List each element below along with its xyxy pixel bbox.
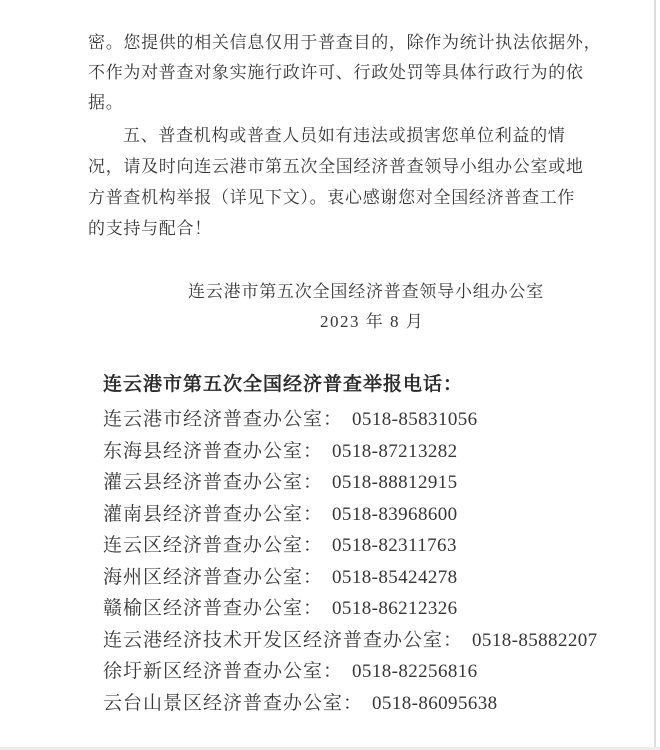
paragraph-line: 方普查机构举报（详见下文）。衷心感谢您对全国经济普查工作 [88, 188, 576, 207]
office-name: 云台山景区经济普查办公室： [103, 692, 364, 714]
office-name: 灌云县经济普查办公室： [103, 472, 324, 493]
phone-number: 0518-83968600 [332, 503, 458, 525]
office-name: 海州区经济普查办公室： [103, 566, 324, 588]
hotline-item [103, 467, 598, 499]
phone-number: 0518-85424278 [332, 566, 458, 588]
paragraph-line: 五、普查机构或普查人员如有违法或损害您单位利益的情 [123, 126, 566, 145]
paragraph-line: 密。您提供的相关信息仅用于普查目的，除作为统计执法依据外， [88, 33, 602, 52]
office-name: 连云区经济普查办公室： [103, 535, 324, 556]
body-paragraph-item-five [88, 120, 584, 244]
document-date: 2023 年 8 月 [320, 312, 425, 331]
office-name: 连云港市经济普查办公室： [103, 409, 344, 430]
office-name: 连云港经济技术开发区经济普查办公室： [103, 629, 464, 651]
hotline-item [103, 593, 598, 625]
phone-number: 0518-87213282 [332, 440, 458, 462]
phone-number: 0518-82311763 [332, 535, 457, 556]
paragraph-line: 况，请及时向连云港市第五次全国经济普查领导小组办公室或地 [88, 157, 584, 176]
paragraph-line: 的支持与配合！ [88, 219, 212, 238]
hotline-item [103, 688, 598, 720]
paragraph-line: 不作为对普查对象实施行政许可、行政处罚等具体行政行为的依 [88, 63, 584, 82]
hotline-item [103, 530, 598, 562]
hotline-item [103, 436, 598, 468]
phone-number: 0518-88812915 [332, 472, 458, 493]
hotline-item [103, 625, 598, 657]
phone-number: 0518-82256816 [352, 661, 478, 682]
hotline-item [103, 562, 598, 594]
office-name: 赣榆区经济普查办公室： [103, 598, 324, 619]
phone-number: 0518-86095638 [372, 692, 498, 714]
paragraph-line: 据。 [88, 93, 124, 112]
office-name: 东海县经济普查办公室： [103, 440, 324, 462]
hotline-item [103, 404, 598, 436]
office-name: 徐圩新区经济普查办公室： [103, 661, 344, 682]
phone-number: 0518-85831056 [352, 409, 478, 430]
phone-number: 0518-85882207 [472, 629, 598, 651]
body-paragraph-confidentiality [88, 28, 601, 118]
office-name: 灌南县经济普查办公室： [103, 503, 324, 525]
hotline-item [103, 499, 598, 531]
scan-page-edge-line [654, 0, 656, 750]
phone-number: 0518-86212326 [332, 598, 458, 619]
hotline-item [103, 656, 598, 688]
hotline-heading: 连云港市第五次全国经济普查举报电话： [103, 374, 464, 395]
signature-office-name: 连云港市第五次全国经济普查领导小组办公室 [188, 282, 544, 301]
hotline-list [103, 404, 598, 719]
